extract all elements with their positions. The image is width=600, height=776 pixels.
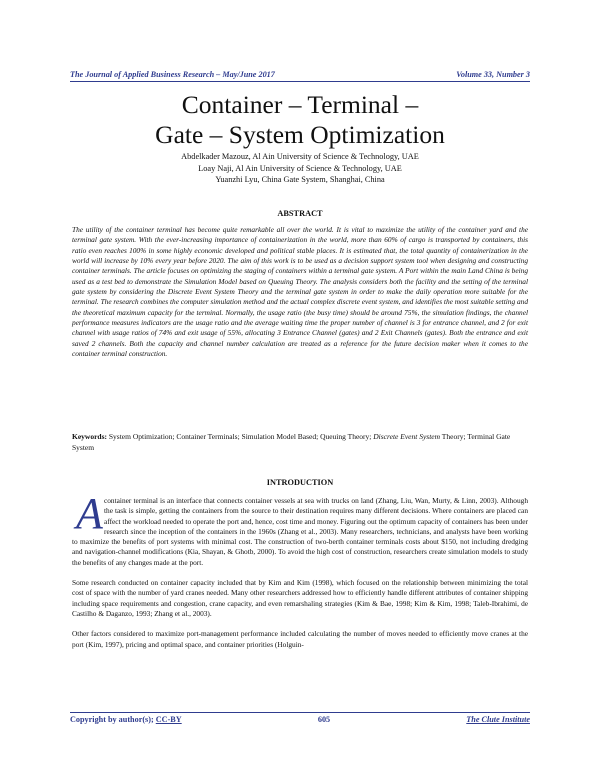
introduction-heading: INTRODUCTION [266, 478, 334, 487]
page-number: 605 [317, 715, 331, 724]
running-header [70, 70, 530, 79]
license-link[interactable]: CC-BY [155, 715, 182, 724]
author-line: Yuanzhi Lyu, China Gate System, Shanghai, China [215, 175, 385, 184]
introduction-body [72, 489, 528, 660]
keywords-text-italic: Discrete Event System [373, 432, 441, 441]
journal-name: The Journal of Applied Business Research – May/June 2017 [70, 70, 275, 79]
abstract-heading: ABSTRACT [277, 209, 323, 218]
keywords-label: Keywords: [72, 432, 107, 441]
paper-title [60, 90, 540, 150]
page-footer [70, 715, 530, 724]
footer-rule [70, 712, 530, 713]
keywords-text-1: System Optimization; Container Terminals; Simulation Model Based; Queuing Theory; [108, 432, 372, 441]
intro-paragraph: Some research conducted on container capacity included that by Kim and Kim (1998), which focused on the relationship between minimizing the total cost of space with the number of yard cranes needed. Many other researchers addressed how to efficiently handle different attributes of container shipping including space requirements and congestion, crane capacity, and even remarshaling strategies (Kim & Bae, 1998; Kim & Kim, 1998; Taleb-Ibrahimi, de Castilho & Daganzo, 1993; Zhang et al., 2003). [72, 578, 528, 618]
volume-number: Volume 33, Number 3 [456, 70, 530, 79]
title-line-1: Container – Terminal – [181, 90, 419, 119]
keywords-text-2: Theory; Terminal Gate System [72, 432, 511, 452]
author-list [60, 151, 540, 186]
author-line: Abdelkader Mazouz, Al Ain University of Science & Technology, UAE [181, 152, 419, 161]
title-line-2: Gate – System Optimization [155, 120, 445, 149]
publisher-link[interactable]: The Clute Institute [466, 715, 530, 724]
drop-cap: A [76, 489, 103, 538]
copyright-notice [70, 715, 182, 724]
keywords [72, 432, 528, 453]
abstract-body: The utility of the container terminal has become quite remarkable all over the world. It is vital to maximize the utility of the container yard and the terminal gate system. With the ever-increasing importance of containerization in the world, more than 60% of cargo is transported by containers, this ratio even reaches 100% in some highly economic developed and political stable places. It is estimated that, the total quantity of containerization in the world will increase by 10% every year before 2020. The aim of this work is to be used as a decision support system tool when designing and constructing container terminals. The article focuses on optimizing the staging of containers within a terminal gate system. A Port within the main Land China is being used as a test bed to demonstrate the Simulation Model based on Queuing Theory. The analysis considers both the facility and the setting of the terminal gate system by considering the Discrete Event System Theory and the terminal gate system in order to make the daily operation more suitable for the terminal. The research combines the computer simulation method and the actual complex discrete event system, and identifies the most suitable setting and the theoretical maximum capacity for the terminal. Normally, the usage ratio (the busy time) should be around 75%, the simulation findings, the channel performance measures indicators are the usage ratio and the average waiting time the proper number of channel is 3 for entrance channel, and 2 for exit channel with usage ratios of 74% and exit usage of 55%, allocating 3 Entrance Channel (gates) and 2 Exit Channels (gates). Both the entrance and exit saved 2 channels. Both the capacity and channel number calculation are treated as a reference for the future decision maker when it comes to the container terminal construction. [72, 225, 528, 359]
intro-paragraph-text: container terminal is an interface that connects container vessels at sea with trucks on land (Zhang, Liu, Wan, Murty, & Linn, 2003). Although the task is simple, getting the containers from the source to their destination requires many different decisions. Where containers are placed can affect the workload needed to operate the port and, hence, cost time and money. Figuring out the optimum capacity of containers has been under research since the inception of the containers in the 1960s (Zhang et al., 2003). Many researchers, technicians, and analysts have been working to maximize the benefits of port systems with minimal cost. The construction of two-berth container terminals costs about $150, not including dredging and navigation-channel modifications (Kia, Shayan, & Ghotb, 2000). To avoid the high cost of construction, researchers create simulation models to study the benefits of any changes made at the port. [72, 496, 528, 567]
copyright-text: Copyright by author(s); [70, 715, 154, 724]
author-line: Loay Naji, Al Ain University of Science & Technology, UAE [198, 163, 402, 173]
intro-paragraph [72, 489, 528, 568]
intro-paragraph: Other factors considered to maximize port-management performance included calculating the number of moves needed to efficiently move cranes at the port (Kim, 1997), pricing and optimal space, and container priorities (Holguin- [72, 629, 528, 649]
header-rule [70, 81, 530, 82]
